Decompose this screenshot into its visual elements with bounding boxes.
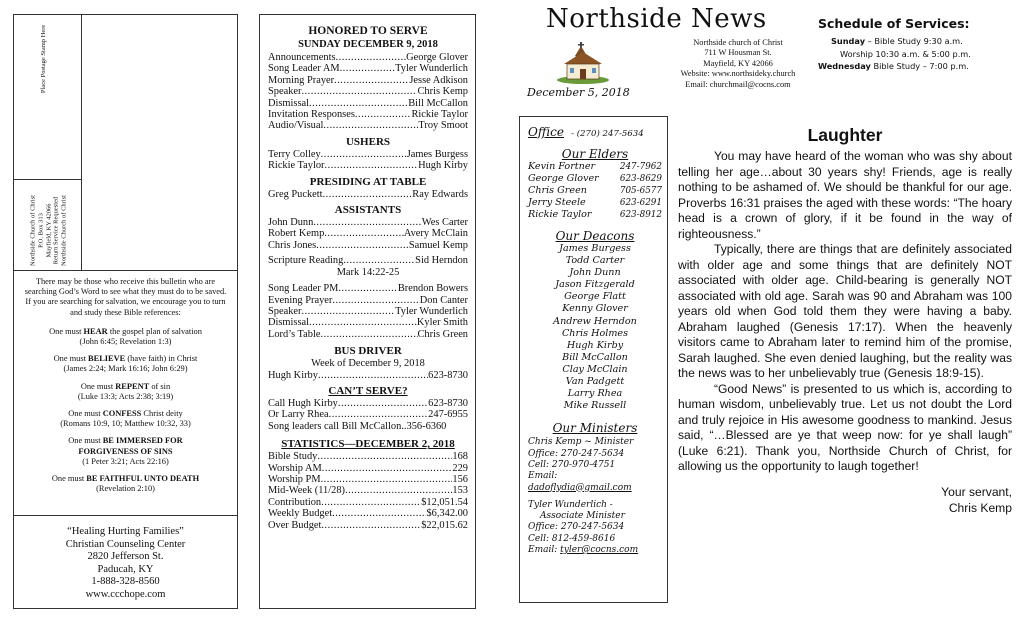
elder-phone: 247-7962: [619, 162, 662, 172]
salvation-step: One must BE IMMERSED FOR FORGIVENESS OF SINS (1 Peter 3:21; Acts 22:16): [68, 436, 183, 466]
scripture-ref: Mark 14:22-25: [336, 266, 400, 278]
article-paragraph: Typically, there are things that are definitely associated with older age and some things that are definitely NOT associated with older age. Child-bearing is generally NOT associated with old age. Sarah was 90 and Abraham was 100 years old when God told them they were having a baby. Abraham laughed (Genesis 17:17). When the heavenly visitors came to Abraham later to remind him of the promise, Sarah laughed. She even denied laughing, but the reality was the news was to her unbelievably true (Genesis 18:9-15).: [678, 242, 1012, 380]
row-dots: [334, 75, 409, 86]
row-label: Greg Puckett: [268, 188, 323, 200]
elder-row: [528, 161, 662, 173]
row-label: Call Hugh Kirby: [268, 397, 338, 409]
row-dots: [340, 63, 396, 74]
leader-row: [268, 295, 468, 306]
stats-list: [268, 451, 468, 531]
ministers-heading: Our Ministers: [552, 421, 638, 436]
row-label: Song Leader PM: [268, 283, 339, 295]
row-dots: [343, 255, 415, 266]
article-body: [678, 149, 1012, 475]
row-label: Chris Jones: [268, 239, 317, 251]
row-dots: [345, 485, 452, 496]
row-label: Dismissal: [268, 317, 309, 329]
row-value: Chris Green: [417, 328, 468, 340]
row-label: Terry Colley: [268, 148, 321, 160]
salvation-step: One must CONFESS Christ deity (Romans 10:9, 10; Matthew 10:32, 33): [60, 409, 191, 429]
row-label: Morning Prayer: [268, 74, 335, 86]
leader-row: [268, 370, 468, 381]
office-box: [519, 116, 668, 603]
row-value: Don Canter: [419, 294, 468, 306]
leader-row: [268, 189, 468, 200]
row-label: Audio/Visual: [268, 120, 324, 132]
row-dots: [336, 52, 407, 63]
row-dots: [332, 508, 426, 519]
salvation-step: One must BELIEVE (have faith) in Christ (James 2:24; Mark 16:16; John 6:29): [53, 354, 198, 374]
deacon-name: Mike Russell: [563, 400, 627, 412]
row-dots: [338, 283, 397, 294]
row-label: Robert Kemp: [268, 228, 325, 240]
song-leaders-note: Song leaders call Bill McCallon..356-6360: [268, 420, 447, 432]
deacon-name: Jason Fitzgerald: [555, 279, 635, 291]
row-label: Worship PM: [268, 473, 321, 485]
leader-row: [268, 217, 468, 228]
elder-name: Rickie Taylor: [528, 209, 592, 220]
deacon-name: Larry Rhea: [567, 388, 623, 400]
email-address[interactable]: dadoflydia@gmail.com: [528, 482, 632, 493]
row-dots: [301, 306, 395, 317]
row-dots: [321, 149, 407, 160]
church-building-icon: [556, 38, 610, 84]
deacon-name: Van Padgett: [565, 376, 625, 388]
row-dots: [320, 329, 417, 340]
row-label: Lord’s Table: [268, 328, 321, 340]
article-closing: Your servant,: [941, 484, 1012, 499]
salvation-intro: There may be those who receive this bulletin who are searching God’s Word to see what they must do to be saved. If you are searching for salvation, we encourage you to turn and study these Bible references:: [24, 277, 227, 317]
row-dots: [321, 497, 421, 508]
mailing-panel: [13, 14, 238, 609]
row-label: Speaker: [268, 86, 302, 98]
row-dots: [322, 463, 453, 474]
minister-block: [528, 500, 662, 556]
leader-row: [268, 228, 468, 239]
article-paragraph: You may have heard of the woman who was shy about telling her age…about 30 years shy! Friends, age is really nothing to be ashamed of. We should be thankful for our age. Proverbs 16:31 praises the aged with these words: “The hoary head is a crown of glory, if it be found in the way of righteousness.”: [678, 149, 1012, 241]
row-value: 247-6955: [428, 409, 468, 421]
minister-line: Tyler Wunderlich -: [528, 499, 613, 510]
leader-row: [268, 75, 468, 86]
leader-row: [268, 160, 468, 171]
row-value: Brendon Bowers: [397, 283, 468, 295]
leader-row: [268, 52, 468, 63]
row-label: Invitation Responses: [268, 109, 355, 121]
minister-line: Email: dadoflydia@gmail.com: [528, 471, 632, 493]
newsletter-title: Northside News: [546, 4, 767, 34]
row-value: Bill McCallon: [408, 97, 468, 109]
article-signature: Chris Kemp: [948, 500, 1012, 515]
row-label: Weekly Budget: [268, 508, 333, 520]
row-label: Scripture Reading: [268, 255, 344, 267]
elder-row: [528, 197, 662, 209]
row-value: 623-8730: [428, 397, 468, 409]
leader-row: [268, 520, 468, 531]
minister-line: Cell: 812-459-8616: [528, 533, 616, 544]
row-label: Bible Study: [268, 451, 318, 463]
newsletter-date: December 5, 2018: [527, 86, 630, 99]
elders-list: [528, 161, 662, 221]
leader-row: [268, 317, 468, 328]
row-dots: [301, 86, 417, 97]
row-label: Speaker: [268, 305, 302, 317]
row-value: Avery McClain: [403, 228, 468, 240]
leader-row: [268, 306, 468, 317]
deacon-name: Clay McClain: [562, 363, 628, 375]
minister-line: Chris Kemp ~ Minister: [528, 437, 634, 448]
panel-date: SUNDAY DECEMBER 9, 2018: [298, 39, 438, 50]
leader-row: [268, 98, 468, 109]
row-value: 168: [452, 451, 468, 463]
assistants-list: [268, 217, 468, 251]
leader-row: [268, 120, 468, 131]
row-value: Rickie Taylor: [411, 109, 468, 121]
assistants-heading: ASSISTANTS: [334, 204, 402, 217]
row-dots: [309, 317, 417, 328]
row-value: 229: [452, 462, 468, 474]
row-dots: [317, 451, 452, 462]
row-value: George Glover: [406, 52, 468, 63]
elder-name: Kevin Fortner: [528, 161, 596, 172]
elder-phone: 623-8629: [619, 174, 662, 184]
elder-phone: 705-6577: [619, 186, 662, 196]
leader-row: [268, 283, 468, 294]
deacon-name: Todd Carter: [565, 255, 625, 267]
cant-serve-heading: CAN’T SERVE?: [328, 384, 408, 397]
row-label: Worship AM: [268, 462, 322, 474]
elder-name: Chris Green: [528, 185, 587, 196]
salvation-step: One must BE FAITHFUL UNTO DEATH (Revelation 2:10): [51, 474, 200, 494]
leader-row: [268, 497, 468, 508]
leader-row: [268, 409, 468, 420]
row-dots: [329, 409, 429, 420]
elder-phone: 623-8912: [619, 210, 662, 220]
serve-list: [268, 52, 468, 132]
cant-serve-list: [268, 398, 468, 421]
leader-row: [268, 508, 468, 519]
stamp-label: Place Postage Stamp Here: [40, 24, 48, 94]
article: [678, 124, 1012, 516]
row-dots: [338, 398, 428, 409]
elders-heading: Our Elders: [561, 147, 629, 161]
deacon-name: Bill McCallon: [562, 351, 628, 363]
article-title: Laughter: [807, 125, 883, 145]
row-value: $6,342.00: [426, 508, 468, 520]
row-value: 156: [452, 473, 468, 485]
services-schedule: Schedule of Services: Sunday – Bible Study 9:30 a.m. Worship 10:30 a.m. & 5:00 p.m. Wednesday Bible Study – 7:00 p.m.: [818, 16, 1018, 73]
row-dots: [323, 189, 413, 200]
row-value: Troy Smoot: [418, 120, 468, 132]
row-value: Kyler Smith: [416, 317, 468, 329]
stamp-area: [14, 15, 82, 180]
deacons-list: [528, 243, 662, 412]
stats-heading: STATISTICS—DECEMBER 2, 2018: [281, 438, 455, 451]
presiding-list: [268, 189, 468, 200]
bus-list: [268, 370, 468, 381]
elder-phone: 623-6291: [619, 198, 662, 208]
row-value: Jesse Adkison: [409, 74, 468, 86]
deacon-name: Andrew Herndon: [553, 315, 637, 327]
row-label: Song Leader AM: [268, 63, 340, 75]
minister-line: Associate Minister: [540, 511, 625, 522]
row-value: Tyler Wunderlich: [395, 305, 468, 317]
row-value: Sid Herndon: [415, 255, 468, 267]
counseling-info: “Healing Hurting Families” Christian Counseling Center 2820 Jefferson St. Paducah, KY 1-888-328-8560 www.ccchope.com: [65, 526, 186, 600]
row-label: Rickie Taylor: [268, 160, 325, 172]
honored-to-serve-panel: [259, 14, 476, 609]
row-label: John Dunn: [268, 217, 314, 229]
row-value: $12,051.54: [421, 496, 468, 508]
minister-line: Office: 270-247-5634: [528, 522, 625, 533]
row-label: Evening Prayer: [268, 294, 333, 306]
minister-line: Cell: 270-970-4751: [528, 459, 616, 470]
row-value: 623-8730: [428, 369, 468, 381]
deacon-name: Chris Holmes: [561, 327, 629, 339]
email-address[interactable]: tyler@cocns.com: [560, 544, 639, 555]
row-value: Ray Edwards: [412, 188, 468, 200]
leader-row: [268, 463, 468, 474]
row-label: Announcements: [268, 52, 336, 63]
deacon-name: Hugh Kirby: [566, 339, 624, 351]
row-dots: [313, 217, 421, 228]
row-value: 153: [452, 485, 468, 497]
minister-block: [528, 437, 662, 493]
elder-row: [528, 185, 662, 197]
leader-row: [268, 86, 468, 97]
row-value: James Burgess: [406, 148, 468, 160]
row-value: Hugh Kirby: [418, 160, 468, 172]
leader-row: [268, 451, 468, 462]
leader-row: [268, 329, 468, 340]
deacon-name: James Burgess: [559, 243, 631, 254]
office-line: Office - (270) 247-5634: [528, 125, 644, 139]
minister-line: Office: 270-247-5634: [528, 448, 625, 459]
article-paragraph: “Good News” is presented to us which is, according to human wisdom, unbelievably true. Let us not doubt the Lord and truly rejoice in His awesome goodness to mankind. Jesus said, “…Blessed are ye that weep now: for ye shall laugh” (Luke 6:21). Thank you, Northside Church of Christ, for allowing us the opportunity to laugh together!: [678, 381, 1012, 473]
deacon-name: Kenny Glover: [562, 303, 628, 315]
presiding-heading: PRESIDING AT TABLE: [309, 175, 427, 188]
leader-row: [268, 149, 468, 160]
row-dots: [321, 520, 421, 531]
elder-name: George Glover: [528, 173, 599, 184]
row-label: Or Larry Rhea: [268, 409, 329, 421]
row-value: Chris Kemp: [417, 86, 468, 98]
church-address: Northside church of Christ 711 W Housman St. Mayfield, KY 42066 Website: www.northsideky.church Email: churchmail@cocns.com: [680, 38, 796, 89]
row-value: $22,015.62: [421, 519, 468, 531]
salvation-section: [14, 270, 237, 516]
scripture-reading: [268, 255, 468, 266]
row-dots: [323, 120, 418, 131]
leader-row: [268, 240, 468, 251]
row-label: Dismissal: [268, 97, 309, 109]
row-dots: [321, 474, 453, 485]
leader-row: [268, 63, 468, 74]
minister-line: Email: tyler@cocns.com: [528, 544, 639, 555]
schedule-title: Schedule of Services:: [818, 16, 970, 31]
salvation-step: One must REPENT of sin (Luke 13:3; Acts 2:38; 3:19): [77, 381, 174, 401]
row-dots: [324, 228, 404, 239]
ushers-list: [268, 149, 468, 172]
leader-row: [268, 255, 468, 266]
row-label: Hugh Kirby: [268, 369, 318, 381]
row-dots: [355, 109, 412, 120]
leader-row: [268, 109, 468, 120]
elder-row: [528, 209, 662, 221]
row-dots: [318, 370, 428, 381]
row-value: Tyler Wunderlich: [395, 63, 468, 75]
row-dots: [325, 160, 419, 171]
elder-row: [528, 173, 662, 185]
row-value: Wes Carter: [421, 217, 468, 229]
row-label: Over Budget: [268, 519, 322, 531]
leader-row: [268, 398, 468, 409]
bus-heading: BUS DRIVER: [334, 345, 402, 358]
leader-row: [268, 485, 468, 496]
row-dots: [309, 98, 408, 109]
row-value: Samuel Kemp: [408, 239, 468, 251]
ministers-list: [528, 437, 662, 556]
deacons-heading: Our Deacons: [555, 229, 635, 243]
leader-row: [268, 474, 468, 485]
pm-list: [268, 283, 468, 340]
bus-week: Week of December 9, 2018: [311, 358, 425, 370]
ushers-heading: USHERS: [345, 135, 391, 148]
salvation-step: One must HEAR the gospel plan of salvation (John 6:45; Revelation 1:3): [49, 326, 202, 347]
deacon-name: John Dunn: [569, 267, 621, 279]
return-address: Northside Church of Christ P.O. Box 313 Mayfield, KY 42066 Return Service Requested Northside Church of Christ: [29, 195, 68, 266]
row-label: Mid-Week (11/28): [268, 485, 345, 497]
row-label: Contribution: [268, 496, 322, 508]
elder-name: Jerry Steele: [528, 197, 586, 208]
row-dots: [332, 295, 419, 306]
panel-title: HONORED TO SERVE: [308, 25, 428, 37]
row-dots: [316, 240, 409, 251]
deacon-name: George Flatt: [564, 291, 626, 303]
